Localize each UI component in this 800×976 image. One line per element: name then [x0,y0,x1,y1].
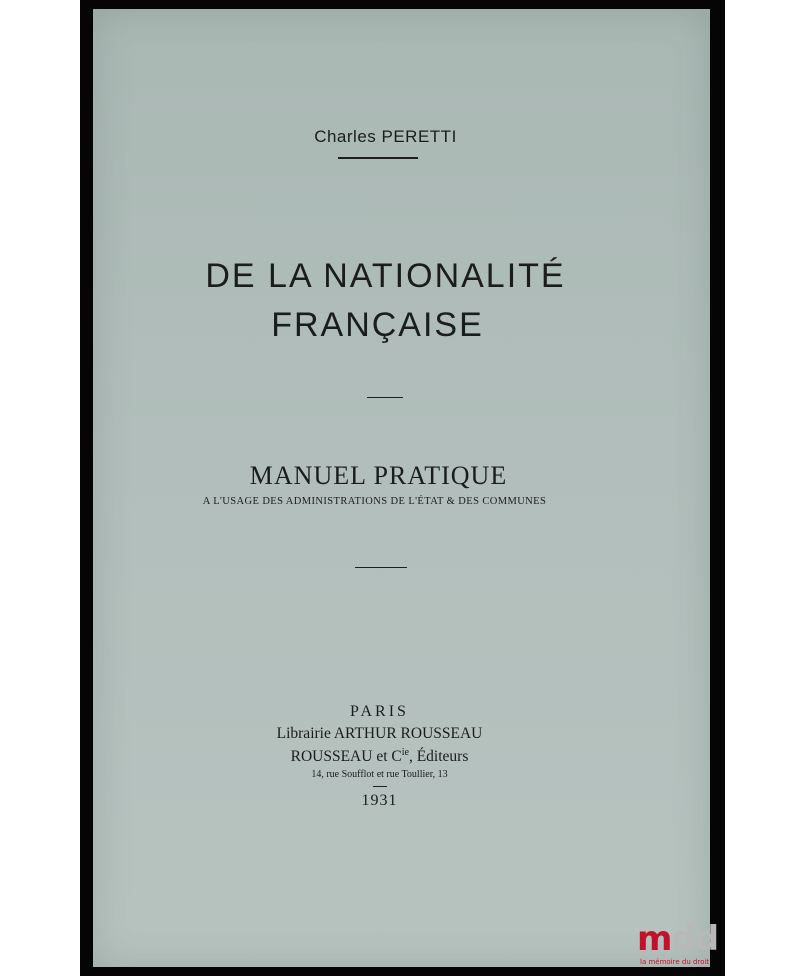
subtitle: MANUEL PRATIQUE [249,461,508,490]
publisher-superscript: ie [401,747,409,758]
publisher-address: 14, rue Soufflot et rue Toullier, 13 [311,769,448,780]
subtitle-detail: A L'USAGE DES ADMINISTRATIONS DE L'ÉTAT & DES COMMUNES [202,496,547,507]
mdd-logo: mdd [637,919,719,959]
publisher-role: , Éditeurs [408,748,469,766]
divider-rule [373,786,387,787]
title-line-1: DE LA NATIONALITÉ [205,257,566,295]
publication-city: PARIS [350,703,409,720]
title-line-2: FRANÇAISE [271,306,484,344]
divider-rule [338,157,418,159]
logo-tagline: la mémoire du droit [640,958,710,966]
publisher-line-1: Librairie ARTHUR ROUSSEAU [276,725,483,742]
publisher-line-2 [71,747,688,766]
publication-year: 1931 [361,792,398,809]
author-name: Charles PERETTI [314,127,457,146]
publisher-name: ROUSSEAU et C [290,748,402,766]
divider-rule [355,567,407,568]
divider-rule [367,397,403,398]
book-cover [93,9,710,967]
